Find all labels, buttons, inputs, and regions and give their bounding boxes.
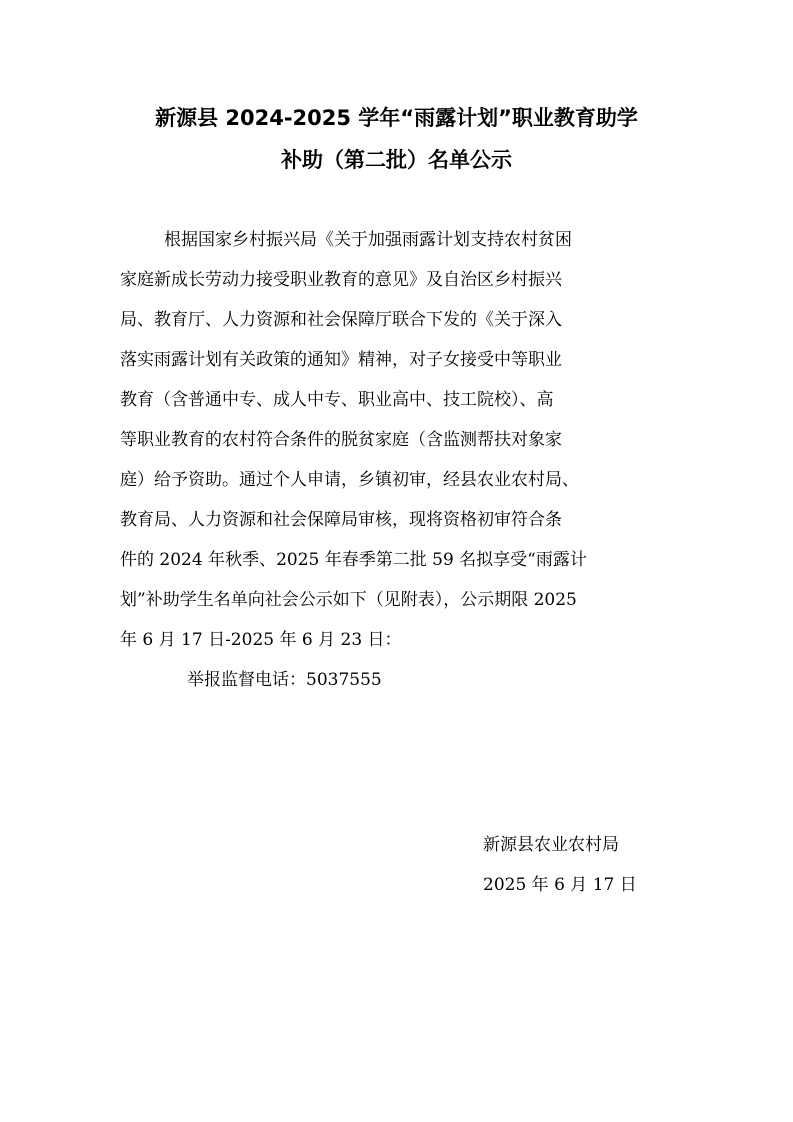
body-line-8: 教育局、人力资源和社会保障局审核，现将资格初审符合条 bbox=[120, 510, 562, 530]
body-line-6: 等职业教育的农村符合条件的脱贫家庭（含监测帮扶对象家 bbox=[120, 430, 562, 450]
body-line-1: 根据国家乡村振兴局《关于加强雨露计划支持农村贫困 bbox=[164, 230, 572, 250]
body-line-2: 家庭新成长劳动力接受职业教育的意见》及自治区乡村振兴 bbox=[120, 270, 562, 290]
body-line-4: 落实雨露计划有关政策的通知》精神，对子女接受中等职业 bbox=[120, 350, 562, 370]
body-line-7: 庭）给予资助。通过个人申请，乡镇初审，经县农业农村局、 bbox=[120, 470, 579, 490]
body-line-5: 教育（含普通中专、成人中专、职业高中、技工院校）、高 bbox=[120, 390, 554, 410]
hotline-text: 举报监督电话：5037555 bbox=[187, 670, 382, 690]
issue-date: 2025 年 6 月 17 日 bbox=[483, 875, 637, 895]
issuer-name: 新源县农业农村局 bbox=[483, 835, 619, 855]
document-title-line-2: 补助（第二批）名单公示 bbox=[281, 148, 512, 172]
document-title-line-1: 新源县 2024-2025 学年“雨露计划”职业教育助学 bbox=[155, 106, 638, 130]
body-line-3: 局、教育厅、人力资源和社会保障厅联合下发的《关于深入 bbox=[120, 310, 562, 330]
body-line-10: 划”补助学生名单向社会公示如下（见附表），公示期限 2025 bbox=[120, 590, 577, 610]
body-line-11: 年 6 月 17 日-2025 年 6 月 23 日： bbox=[120, 630, 402, 650]
body-line-9: 件的 2024 年秋季、2025 年春季第二批 59 名拟享受“雨露计 bbox=[120, 550, 587, 570]
